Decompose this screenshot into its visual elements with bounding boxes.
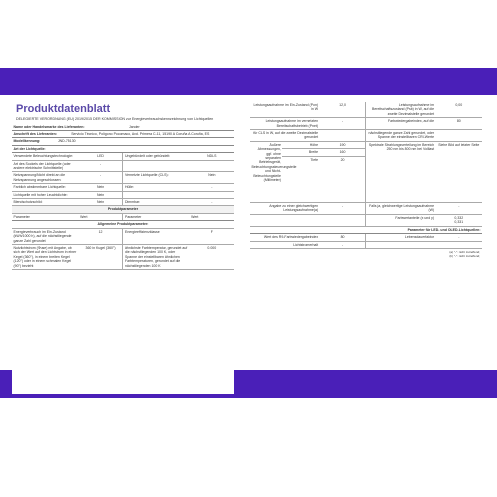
dimensions-table — [250, 142, 482, 203]
supplier-value: Jander — [127, 124, 234, 131]
chroma-y: 0,331 — [454, 220, 464, 225]
address-value: Servicio Técnico, Polígono Pocomaco, Avd. Primera C-11, 15190 A Coruña A Coruña, ES — [70, 131, 234, 138]
table-row: Farbwertanteile (x und y) 0,332 0,331 — [250, 214, 482, 226]
table-row: Tiefe 20 — [250, 156, 482, 202]
right-page — [250, 99, 482, 370]
table-row: Verwendete Beleuchtungstechnologie: LED Ungebündelt oder gebündelt: NDLS — [12, 153, 234, 160]
table-row: Lichtquelle mit hoher Leuchtdichte: Nein — [12, 191, 234, 198]
col-value-2: Wert — [190, 213, 234, 220]
table-row: Lichtstromerhalt - — [250, 241, 482, 248]
page-title: Produktdatenblatt — [16, 103, 111, 115]
table-row: Art des Sockels der Lichtquelle (oder andere elektrische Schnittstelle) - — [12, 160, 234, 172]
table-row: Leistungsaufnahme im Ein-Zustand (Pon) in W 12,0 Leistungsaufnahme im Bereitschaftszustand (Psb) in W, auf die zweite Dezimalstelle gerundet 0,00 — [250, 102, 482, 118]
model-value: JND-75130 — [56, 138, 234, 145]
col-param: Parameter — [12, 213, 79, 220]
regulation-text: DELEGIERTE VERORDNUNG (EU) 2019/2015 DER KOMMISSION zur Energieverbrauchskennzeichnung von Lichtquellen — [16, 117, 214, 121]
spectral-label: Spektrale Strahlungsverteilung im Bereich 250 nm bis 800 nm bei Volllast — [366, 142, 436, 203]
light-source-table — [12, 146, 234, 270]
power-table — [250, 102, 482, 142]
table-row: Blendschutzschild: Nein Dimmbar: - — [12, 199, 234, 206]
supplier-table — [12, 124, 234, 131]
equivalent-table — [250, 203, 482, 249]
table-row: Breite 160 — [250, 149, 482, 156]
dimensions-label: Äußere Abmessungen, ggf. ohne separaten Betriebsgerät, Beleuchtungssteuerungsteile und Nicht-Beleuchtungsteile (Millimeter) — [250, 142, 282, 203]
left-page — [12, 99, 234, 394]
footnote-a: (a) "-": nicht zutreffend; — [449, 249, 480, 254]
table-row: Nutzlichtstrom (Φuse) mit Angabe, ob sich der Wert auf den Lichtstrom in einer Kegel (360°), in einem breiten Kegel (120°) oder in einem schmalen Kegel (90°) bezieht 360 in Kugel (360°) ähnlichste Farbtemperatur, gerundet auf die nächstliegenden 100 K, oder Spanne der einstellbaren ähnlichen Farbtemperaturen, gerundet auf die nächstliegenden 100 K 0.000 — [12, 244, 234, 269]
table-row: Äußere Abmessungen, ggf. ohne separaten Betriebsgerät, Beleuchtungssteuerungsteile und Nicht-Beleuchtungsteile (Millimeter) Höhe 190 Spektrale Strahlungsverteilung im Bereich 250 nm bis 800 nm bei Volllast Siehe Bild auf letzter Seite — [250, 142, 482, 149]
table-row: Farblich abstimmbare Lichtquelle: Nein Hülle: - — [12, 184, 234, 191]
top-banner — [0, 68, 497, 95]
table-row: Angabe zu einer gleichwertigen Leistungsaufnahme(a) - Falls ja, gleichwertige Leistungsaufnahme (W) - — [250, 203, 482, 214]
chroma-x: 0,332 — [454, 215, 464, 220]
model-table — [12, 138, 234, 145]
product-params-header: Produktparameter — [12, 206, 234, 213]
table-row: für CLS in W, auf die zweite Dezimalstelle gerundet nächstliegende ganze Zahl gerundet, oder Spanne der einstellbaren CRI-Werte — [250, 130, 482, 142]
address-table — [12, 131, 234, 138]
led-section-header: Parameter für LED- und OLED-Lichtquellen: — [250, 226, 482, 233]
col-param-2: Parameter — [123, 213, 190, 220]
general-params-header: Allgemeine Produktparameter: — [12, 221, 234, 228]
table-row: Wert des R9-Farbwiedergabeindex 80 Lebensdauerfaktor - — [250, 234, 482, 241]
supplier-label: Name oder Handelsmarke des Lieferanten: — [12, 124, 127, 131]
col-value: Wert — [79, 213, 123, 220]
table-row: Energieverbrauch im Ein-Zustand (kWh/1000 h), auf die nächstliegende ganze Zahl gerundet 12 Energieeffizienzklasse F — [12, 228, 234, 244]
spectral-value: Siehe Bild auf letzter Seite — [436, 142, 482, 203]
table-row: Netzspannung/Nicht direkt an die Netzspannung angeschlossen: - Vernetzte Lichtquelle (CLS): Nein — [12, 172, 234, 184]
model-label: Modellkennung: — [12, 138, 56, 145]
light-source-type: Art der Lichtquelle: — [12, 146, 234, 153]
address-label: Anschrift des Lieferanten: — [12, 131, 70, 138]
footnote-b: (b) "-": nicht zutreffend; — [449, 253, 480, 258]
table-row: Leistungsaufnahme im vernetzten Bereitschaftsbetrieb (Pnet) - Farbwiedergabeindex, auf die 80 — [250, 118, 482, 130]
